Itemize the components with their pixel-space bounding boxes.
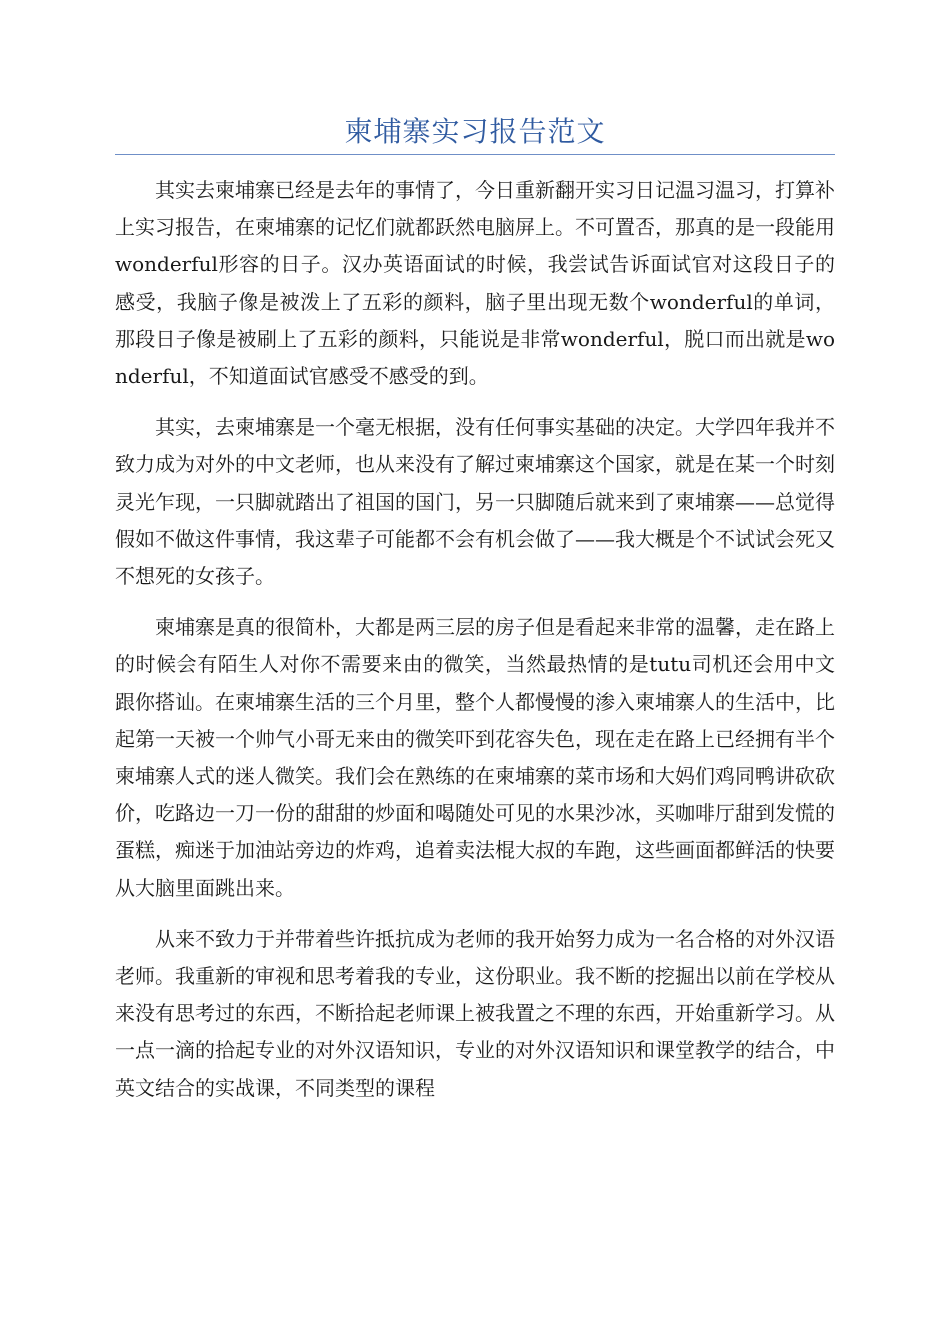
paragraph-2: 其实，去柬埔寨是一个毫无根据，没有任何事实基础的决定。大学四年我并不致力成为对外的中文老师，也从来没有了解过柬埔寨这个国家，就是在某一个时刻灵光乍现，一只脚就踏出了祖国的国门，另一只脚随后就来到了柬埔寨——总觉得假如不做这件事情，我这辈子可能都不会有机会做了——我大概是个不试试会死又不想死的女孩子。 xyxy=(115,415,835,589)
paragraph-3: 柬埔寨是真的很简朴，大都是两三层的房子但是看起来非常的温馨，走在路上的时候会有陌生人对你不需要来由的微笑，当然最热情的是tutu司机还会用中文跟你搭讪。在柬埔寨生活的三个月里，整个人都慢慢的渗入柬埔寨人的生活中，比起第一天被一个帅气小哥无来由的微笑吓到花容失色，现在走在路上已经拥有半个柬埔寨人式的迷人微笑。我们会在熟练的在柬埔寨的菜市场和大妈们鸡同鸭讲砍砍价，吃路边一刀一份的甜甜的炒面和喝随处可见的水果沙冰，买咖啡厅甜到发慌的蛋糕，痴迷于加油站旁边的炸鸡，追着卖法棍大叔的车跑，这些画面都鲜活的快要从大脑里面跳出来。 xyxy=(115,615,835,900)
paragraph-1: 其实去柬埔寨已经是去年的事情了，今日重新翻开实习日记温习温习，打算补上实习报告，在柬埔寨的记忆们就都跃然电脑屏上。不可置否，那真的是一段能用wonderful形容的日子。汉办英语面试的时候，我尝试告诉面试官对这段日子的感受，我脑子像是被泼上了五彩的颜料，脑子里出现无数个wonderful的单词，那段日子像是被刷上了五彩的颜料，只能说是非常wonderful，脱口而出就是wonderful，不知道面试官感受不感受的到。 xyxy=(115,178,835,389)
paragraph-4: 从来不致力于并带着些许抵抗成为老师的我开始努力成为一名合格的对外汉语老师。我重新的审视和思考着我的专业，这份职业。我不断的挖掘出以前在学校从来没有思考过的东西，不断拾起老师课上被我置之不理的东西，开始重新学习。从一点一滴的拾起专业的对外汉语知识，专业的对外汉语知识和课堂教学的结合，中英文结合的实战课，不同类型的课程 xyxy=(115,926,835,1100)
document-title: 柬埔寨实习报告范文 xyxy=(344,115,606,148)
title-underline xyxy=(115,154,835,155)
document-body xyxy=(115,172,835,1121)
